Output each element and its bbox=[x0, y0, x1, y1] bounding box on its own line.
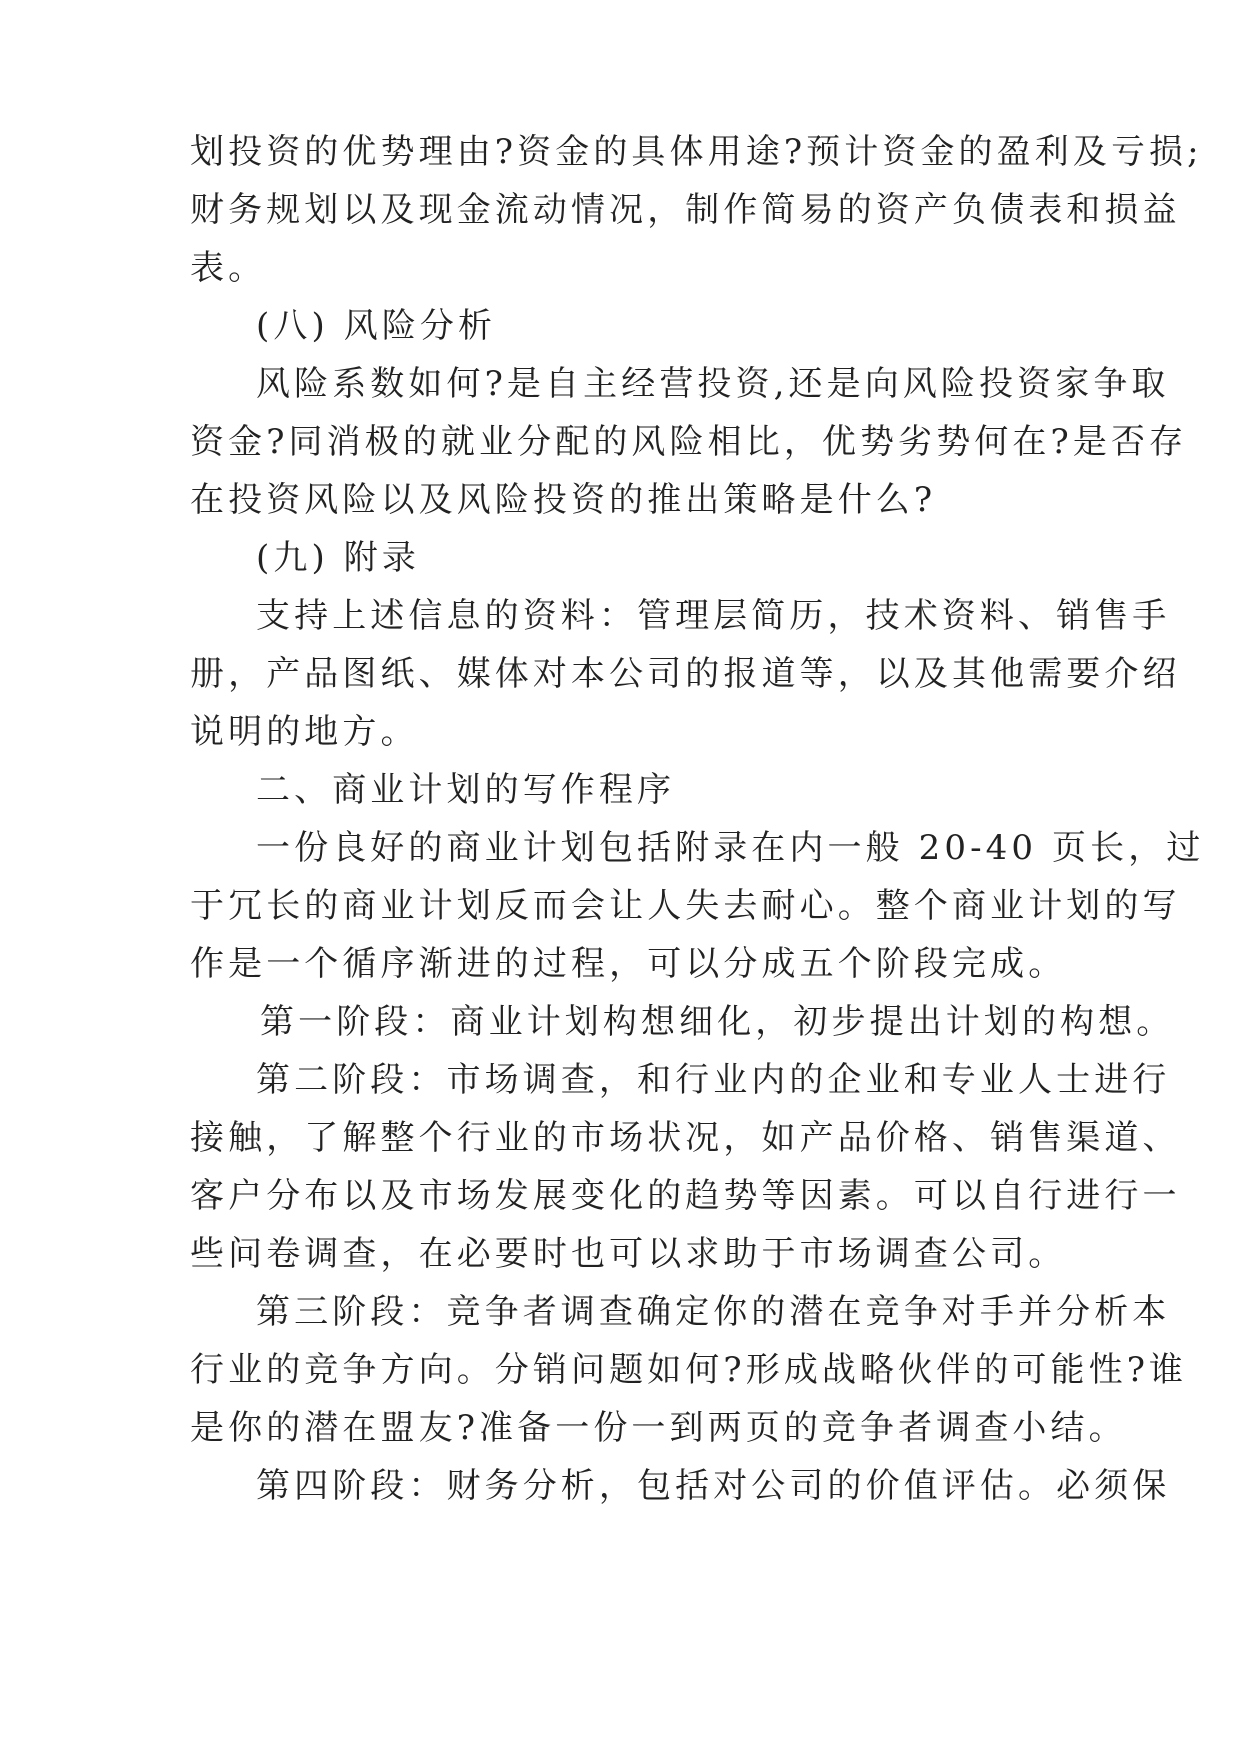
text-line: 在投资风险以及风险投资的推出策略是什么? bbox=[190, 480, 937, 520]
text-line: 划投资的优势理由?资金的具体用途?预计资金的盈利及亏损; bbox=[190, 132, 1203, 172]
section-heading-risk-analysis: (八) 风险分析 bbox=[256, 306, 497, 346]
text-line: 作是一个循序渐进的过程，可以分成五个阶段完成。 bbox=[190, 944, 1067, 984]
text-line: 支持上述信息的资料：管理层简历，技术资料、销售手 bbox=[256, 596, 1171, 636]
text-line: 一份良好的商业计划包括附录在内一般 20-40 页长，过 bbox=[256, 828, 1205, 868]
section-heading-writing-procedure: 二、商业计划的写作程序 bbox=[256, 770, 676, 810]
text-line: 些问卷调查，在必要时也可以求助于市场调查公司。 bbox=[190, 1234, 1067, 1274]
text-line: 第一阶段：商业计划构想细化，初步提出计划的构想。 bbox=[260, 1002, 1175, 1042]
text-line: 册，产品图纸、媒体对本公司的报道等，以及其他需要介绍 bbox=[190, 654, 1181, 694]
text-line: 行业的竞争方向。分销问题如何?形成战略伙伴的可能性?谁 bbox=[190, 1350, 1188, 1390]
text-line: 接触，了解整个行业的市场状况，如产品价格、销售渠道、 bbox=[190, 1118, 1181, 1158]
section-heading-appendix: (九) 附录 bbox=[256, 538, 420, 578]
text-line: 第四阶段：财务分析，包括对公司的价值评估。必须保 bbox=[256, 1466, 1171, 1506]
text-line: 第二阶段：市场调查，和行业内的企业和专业人士进行 bbox=[256, 1060, 1171, 1100]
text-line: 于冗长的商业计划反而会让人失去耐心。整个商业计划的写 bbox=[190, 886, 1181, 926]
text-line: 客户分布以及市场发展变化的趋势等因素。可以自行进行一 bbox=[190, 1176, 1181, 1216]
text-line: 风险系数如何?是自主经营投资,还是向风险投资家争取 bbox=[256, 364, 1170, 404]
text-line: 说明的地方。 bbox=[190, 712, 419, 752]
text-line: 第三阶段：竞争者调查确定你的潜在竞争对手并分析本 bbox=[256, 1292, 1171, 1332]
text-line: 是你的潜在盟友?准备一份一到两页的竞争者调查小结。 bbox=[190, 1408, 1127, 1448]
text-line: 表。 bbox=[190, 248, 267, 288]
text-line: 资金?同消极的就业分配的风险相比，优势劣势何在?是否存 bbox=[190, 422, 1188, 462]
text-line: 财务规划以及现金流动情况，制作简易的资产负债表和损益 bbox=[190, 190, 1181, 230]
